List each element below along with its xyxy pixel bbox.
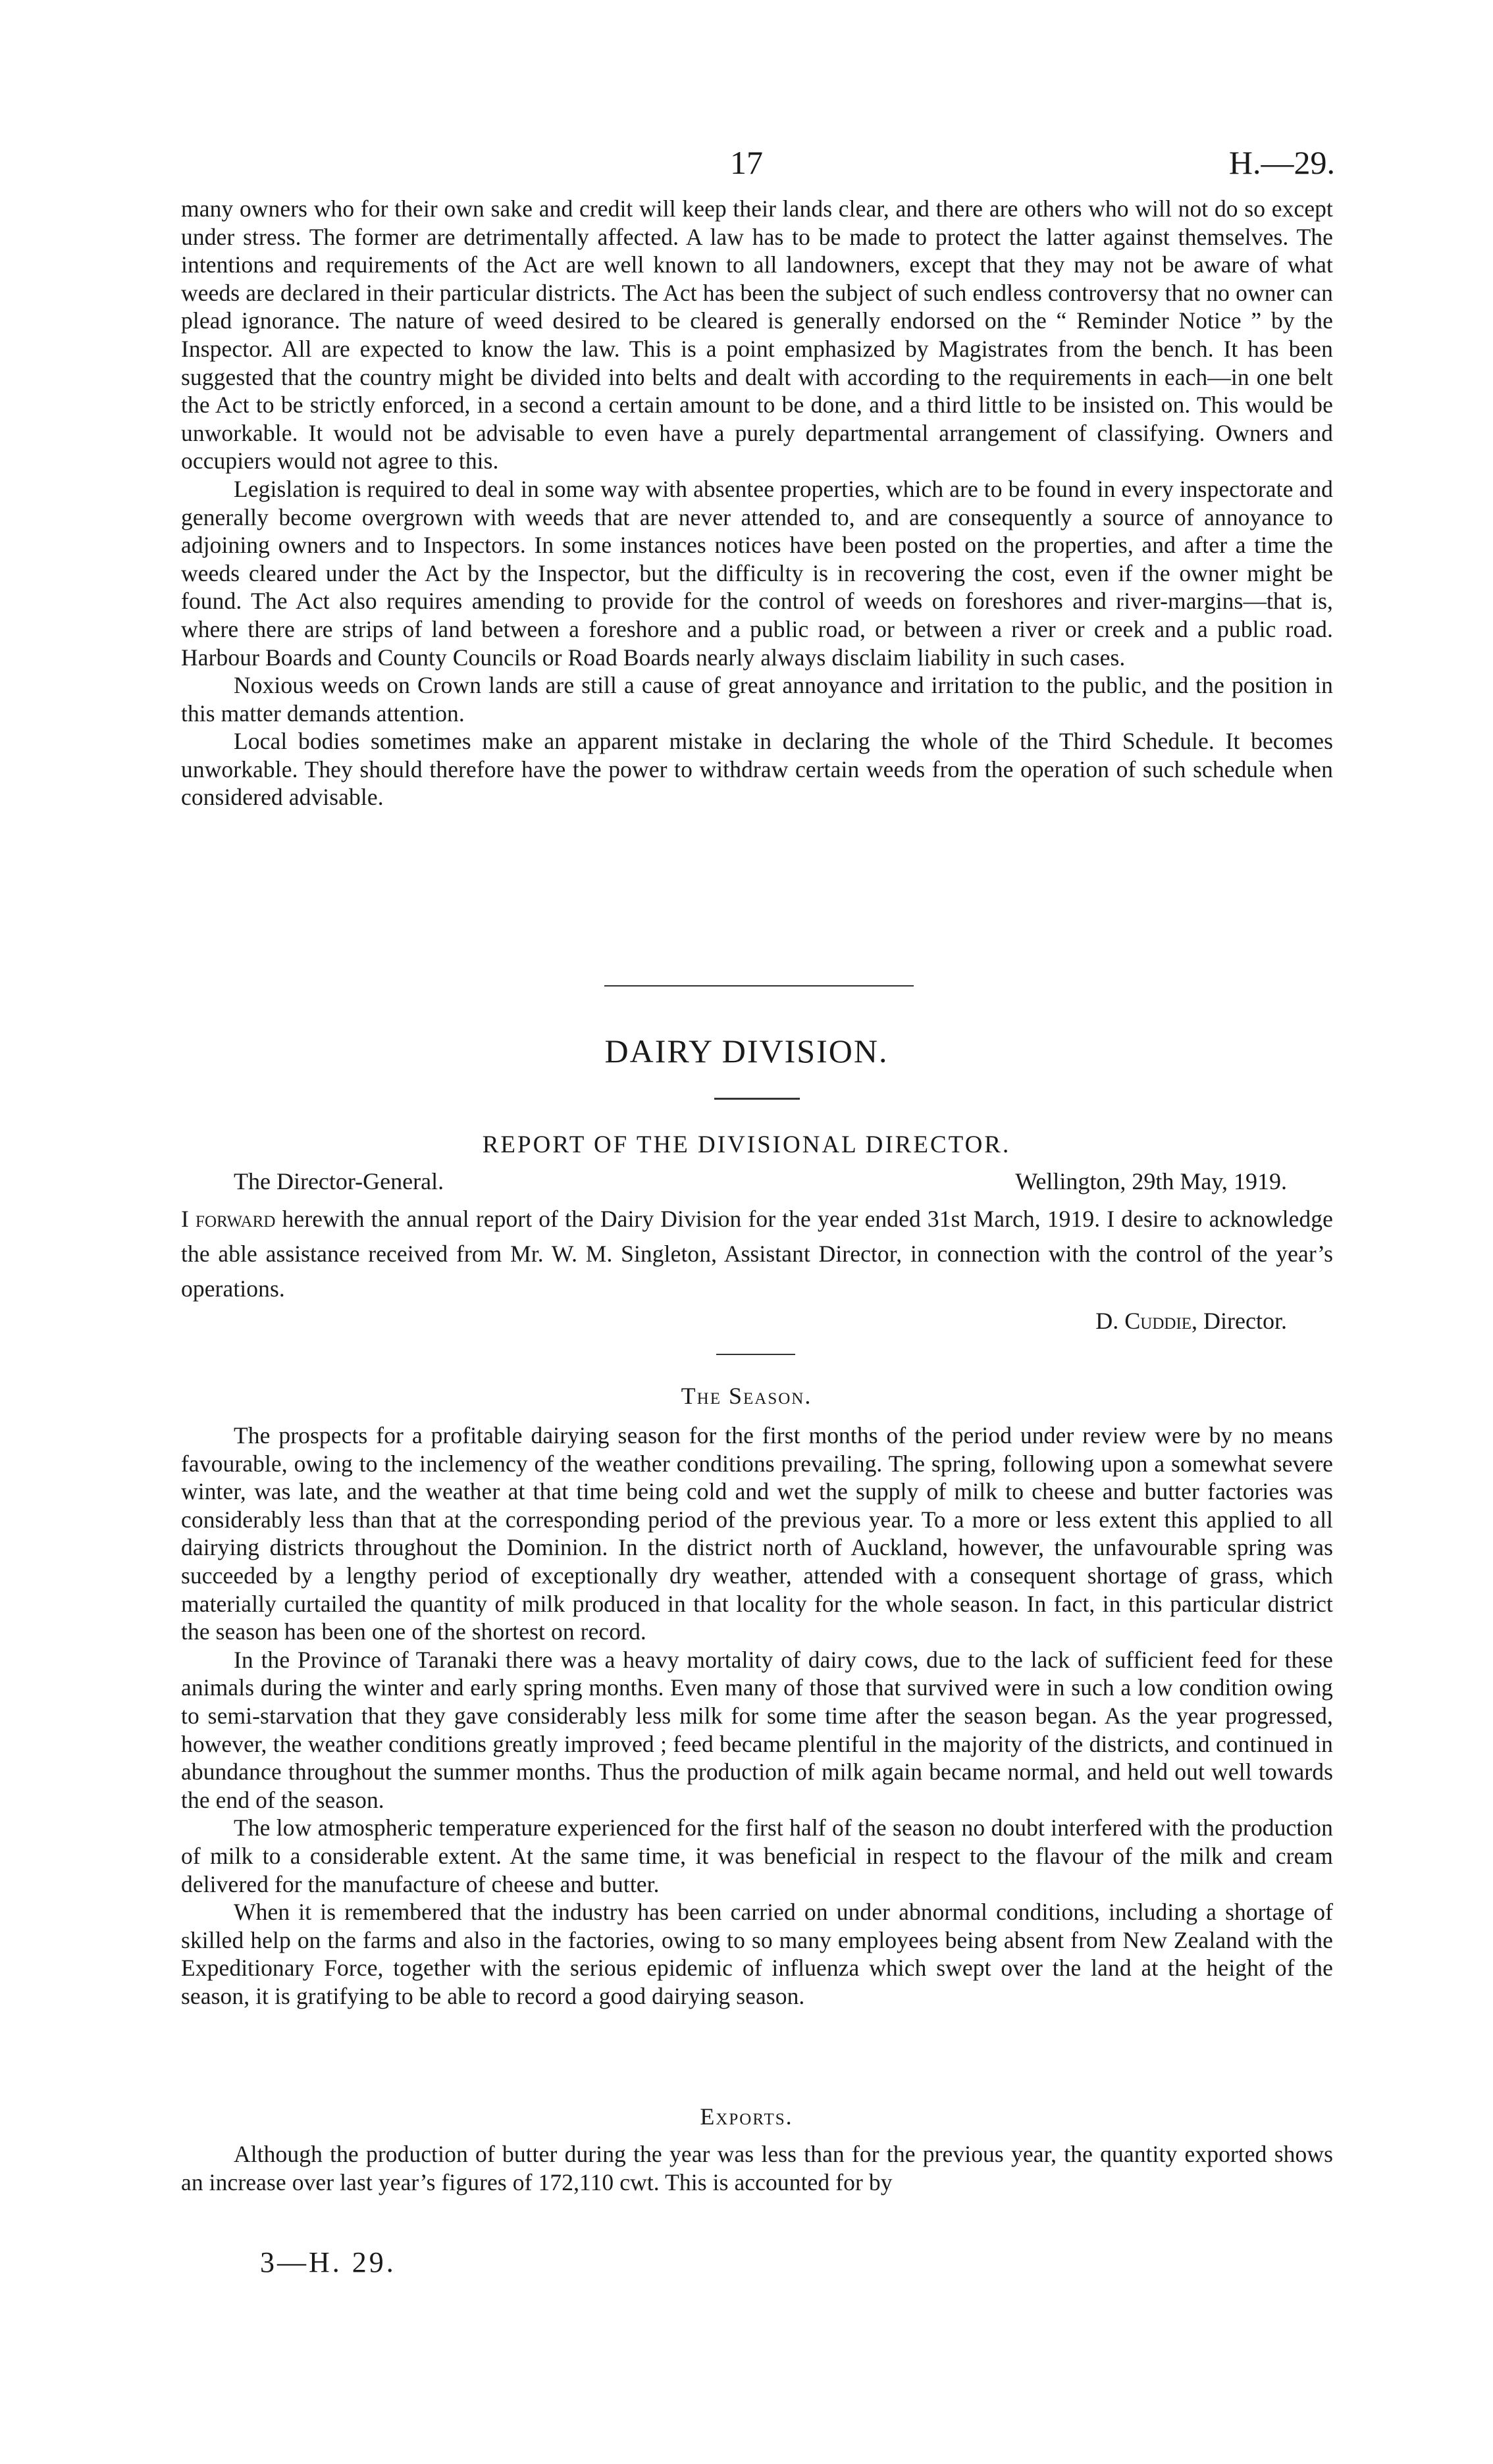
division-title: DAIRY DIVISION. [604, 1033, 889, 1069]
section-divider [604, 985, 914, 987]
page-number: 17 [730, 144, 763, 181]
letter-divider [716, 1354, 795, 1355]
signature-name: D. Cuddie, [1095, 1308, 1198, 1334]
cover-letter [181, 1202, 1333, 1306]
paragraph: Although the production of butter during the year was less than for the previous year, the quantity exported shows an increase over last year’s figures of 172,110 cwt. This is accounted for by [181, 2141, 1333, 2195]
paragraph: Local bodies sometimes make an apparent mistake in declaring the whole of the Third Schedule. It becomes unworkable. They should therefore have the power to withdraw certain weeds from the operation of such schedule when considered advisable. [181, 728, 1333, 811]
title-underline [714, 1098, 800, 1100]
paragraph: The low atmospheric temperature experienced for the first half of the season no doubt interfered with the production of milk to a considerable extent. At the same time, it was beneficial in respect to the flavour of the milk and cream delivered for the manufacture of cheese and butter. [181, 1814, 1333, 1897]
letter-paragraph [181, 1202, 1333, 1306]
season-section [181, 1422, 1333, 2010]
report-reference: H.—29. [1228, 144, 1335, 181]
place-date: Wellington, 29th May, 1919. [1015, 1168, 1287, 1194]
director-signature [1095, 1307, 1287, 1335]
addressee: The Director-General. [234, 1168, 444, 1194]
paragraph: In the Province of Taranaki there was a heavy mortality of dairy cows, due to the lack of sufficient feed for these animals during the winter and early spring months. Even many of those that survived were in such a low condition owing to semi-starvation that they gave considerably less milk for some time after the season began. As the year progressed, however, the weather conditions greatly improved ; feed became plentiful in the majority of the districts, and continued in abundance throughout the summer months. Thus the production of milk again became normal, and held out well towards the end of the season. [181, 1646, 1333, 1813]
exports-heading: Exports. [700, 2103, 793, 2130]
report-title: REPORT OF THE DIVISIONAL DIRECTOR. [482, 1131, 1011, 1158]
paragraph: many owners who for their own sake and credit will keep their lands clear, and there are others who will not do so except under stress. The former are detrimentally affected. A law has to be made to protect the latter against themselves. The intentions and requirements of the Act are well known to all landowners, except that they may not be aware of what weeds are declared in their particular districts. The Act has been the subject of such endless controversy that no owner can plead ignorance. The nature of weed desired to be cleared is generally endorsed on the “ Reminder Notice ” by the Inspector. All are expected to know the law. This is a point emphasized by Magistrates from the bench. It has been suggested that the country might be divided into belts and dealt with according to the requirements in each—in one belt the Act to be strictly enforced, in a second a certain amount to be done, and a third little to be insisted on. This would be unworkable. It would not be advisable to even have a purely departmental arrangement of classifying. Owners and occupiers would not agree to this. [181, 195, 1333, 475]
noxious-weeds-section [181, 195, 1333, 811]
signature-mark: 3—H. 29. [260, 2246, 396, 2278]
season-heading: The Season. [681, 1383, 812, 1409]
signature-title: Director. [1197, 1308, 1287, 1334]
letter-body: herewith the annual report of the Dairy Division for the year ended 31st March, 1919. I desire to acknowledge the able assistance received from Mr. W. M. Singleton, Assistant Director, in connection with the control of the year’s operations. [181, 1206, 1333, 1302]
paragraph: The prospects for a profitable dairying season for the first months of the period under review were by no means favourable, owing to the inclemency of the weather conditions prevailing. The spring, following upon a somewhat severe winter, was late, and the weather at that time being cold and wet the supply of milk to cheese and butter factories was considerably less than that at the corresponding period of the previous year. To a more or less extent this applied to all dairying districts throughout the Dominion. In the district north of Auckland, however, the unfavourable spring was succeeded by a lengthy period of exceptionally dry weather, attended with a consequent shortage of grass, which materially curtailed the quantity of milk produced in that locality for the whole season. In fact, in this particular district the season has been one of the shortest on record. [181, 1422, 1333, 1645]
paragraph: Noxious weeds on Crown lands are still a cause of great annoyance and irritation to the public, and the position in this matter demands attention. [181, 672, 1333, 727]
paragraph: When it is remembered that the industry has been carried on under abnormal conditions, including a shortage of skilled help on the farms and also in the factories, owing to so many employees being absent from New Zealand with the Expeditionary Force, together with the serious epidemic of influenza which swept over the land at the height of the season, it is gratifying to be able to record a good dairying season. [181, 1899, 1333, 2009]
paragraph: Legislation is required to deal in some way with absentee properties, which are to be found in every inspectorate and generally become overgrown with weeds that are never attended to, and are consequently a source of annoyance to adjoining owners and to Inspectors. In some instances notices have been posted on the properties, and after a time the weeds cleared under the Act by the Inspector, but the difficulty is in recovering the cost, even if the owner might be found. The Act also requires amending to provide for the control of weeds on foreshores and river-margins—that is, where there are strips of land between a foreshore and a public road, or between a river or creek and a public road. Harbour Boards and County Councils or Road Boards nearly always disclaim liability in such cases. [181, 475, 1333, 671]
exports-section [181, 2140, 1333, 2196]
letter-first-word: I forward [181, 1206, 276, 1232]
